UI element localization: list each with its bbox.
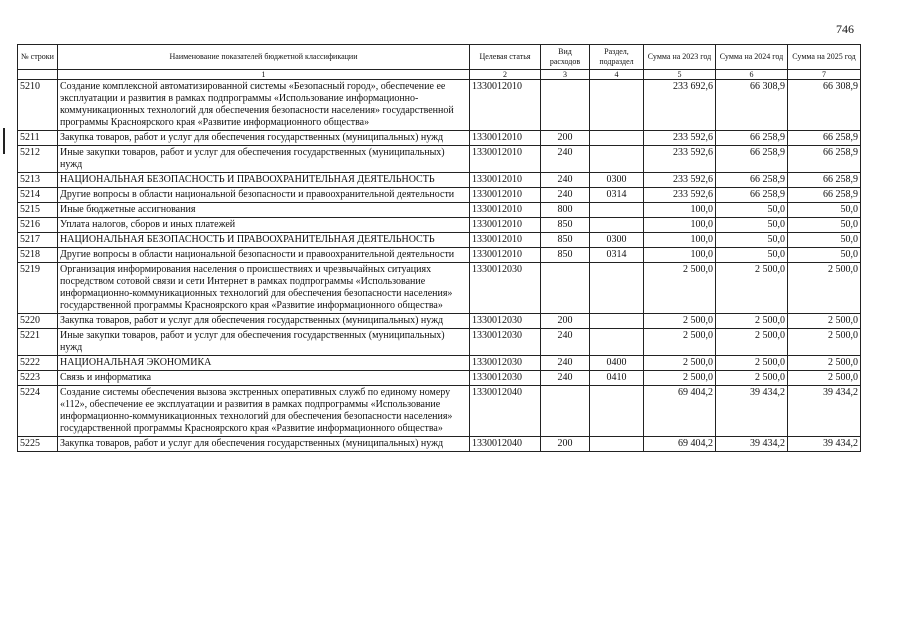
row-target: 1330012010 — [470, 173, 541, 188]
table-row — [18, 80, 861, 131]
row-section — [590, 386, 644, 437]
row-kind: 850 — [541, 218, 590, 233]
row-kind: 200 — [541, 437, 590, 452]
row-section — [590, 203, 644, 218]
row-kind: 240 — [541, 173, 590, 188]
table-row — [18, 371, 861, 386]
row-sum-2023: 100,0 — [644, 218, 716, 233]
row-sum-2024: 39 434,2 — [716, 386, 788, 437]
row-name: Закупка товаров, работ и услуг для обеспечения государственных (муниципальных) нужд — [58, 437, 470, 452]
row-number: 5211 — [18, 131, 58, 146]
row-name: НАЦИОНАЛЬНАЯ БЕЗОПАСНОСТЬ И ПРАВООХРАНИТЕЛЬНАЯ ДЕЯТЕЛЬНОСТЬ — [58, 173, 470, 188]
row-section — [590, 263, 644, 314]
row-kind: 200 — [541, 314, 590, 329]
row-kind — [541, 80, 590, 131]
page-number: 746 — [836, 22, 854, 36]
row-number: 5223 — [18, 371, 58, 386]
row-target: 1330012010 — [470, 203, 541, 218]
row-sum-2024: 50,0 — [716, 203, 788, 218]
row-number: 5214 — [18, 188, 58, 203]
row-sum-2023: 69 404,2 — [644, 386, 716, 437]
row-number: 5210 — [18, 80, 58, 131]
header-sum-2023: Сумма на 2023 год — [644, 45, 716, 70]
row-section — [590, 314, 644, 329]
row-target: 1330012030 — [470, 371, 541, 386]
table-row — [18, 188, 861, 203]
row-sum-2024: 50,0 — [716, 248, 788, 263]
row-sum-2023: 69 404,2 — [644, 437, 716, 452]
header-sum-2025: Сумма на 2025 год — [788, 45, 861, 70]
row-target: 1330012030 — [470, 314, 541, 329]
row-sum-2023: 233 592,6 — [644, 131, 716, 146]
table-row — [18, 329, 861, 356]
row-sum-2025: 50,0 — [788, 203, 861, 218]
row-sum-2023: 100,0 — [644, 248, 716, 263]
row-name: НАЦИОНАЛЬНАЯ ЭКОНОМИКА — [58, 356, 470, 371]
row-number: 5222 — [18, 356, 58, 371]
row-sum-2023: 2 500,0 — [644, 371, 716, 386]
row-name: Связь и информатика — [58, 371, 470, 386]
table-row — [18, 248, 861, 263]
row-kind: 850 — [541, 233, 590, 248]
row-number: 5212 — [18, 146, 58, 173]
column-number-spacer — [18, 70, 58, 80]
row-section — [590, 437, 644, 452]
row-sum-2024: 66 258,9 — [716, 131, 788, 146]
row-section — [590, 80, 644, 131]
row-target: 1330012010 — [470, 146, 541, 173]
row-sum-2025: 50,0 — [788, 233, 861, 248]
row-kind — [541, 263, 590, 314]
row-kind: 240 — [541, 329, 590, 356]
row-kind: 850 — [541, 248, 590, 263]
row-sum-2025: 50,0 — [788, 248, 861, 263]
row-sum-2024: 2 500,0 — [716, 371, 788, 386]
table-row — [18, 146, 861, 173]
row-sum-2024: 2 500,0 — [716, 263, 788, 314]
row-number: 5219 — [18, 263, 58, 314]
row-target: 1330012030 — [470, 356, 541, 371]
row-number: 5221 — [18, 329, 58, 356]
row-sum-2024: 50,0 — [716, 218, 788, 233]
row-sum-2024: 50,0 — [716, 233, 788, 248]
table-row — [18, 203, 861, 218]
header-row-number: № строки — [18, 45, 58, 70]
row-name: Иные закупки товаров, работ и услуг для обеспечения государственных (муниципальных) нужд — [58, 146, 470, 173]
row-number: 5224 — [18, 386, 58, 437]
row-sum-2024: 66 258,9 — [716, 146, 788, 173]
header-sum-2024: Сумма на 2024 год — [716, 45, 788, 70]
row-sum-2025: 66 258,9 — [788, 146, 861, 173]
row-number: 5216 — [18, 218, 58, 233]
row-sum-2023: 233 592,6 — [644, 188, 716, 203]
row-section: 0400 — [590, 356, 644, 371]
table-row — [18, 173, 861, 188]
row-name: Закупка товаров, работ и услуг для обеспечения государственных (муниципальных) нужд — [58, 131, 470, 146]
row-target: 1330012030 — [470, 263, 541, 314]
row-sum-2025: 2 500,0 — [788, 314, 861, 329]
row-kind: 240 — [541, 188, 590, 203]
row-target: 1330012030 — [470, 329, 541, 356]
row-sum-2023: 2 500,0 — [644, 263, 716, 314]
row-name: Другие вопросы в области национальной безопасности и правоохранительной деятельности — [58, 188, 470, 203]
row-name: Закупка товаров, работ и услуг для обеспечения государственных (муниципальных) нужд — [58, 314, 470, 329]
header-kind: Вид расходов — [541, 45, 590, 70]
row-kind: 200 — [541, 131, 590, 146]
row-number: 5218 — [18, 248, 58, 263]
row-sum-2024: 39 434,2 — [716, 437, 788, 452]
row-section: 0300 — [590, 173, 644, 188]
row-sum-2023: 100,0 — [644, 203, 716, 218]
row-target: 1330012040 — [470, 386, 541, 437]
row-sum-2025: 2 500,0 — [788, 356, 861, 371]
row-kind: 240 — [541, 371, 590, 386]
row-target: 1330012010 — [470, 233, 541, 248]
column-number: 4 — [590, 70, 644, 80]
row-name: Создание комплексной автоматизированной системы «Безопасный город», обеспечение ее эксплуатации и развития в рамках подпрограммы «Использование информационно-коммуникационных технологий для обеспечения безопасности населения» государственной программы Красноярского края «Развитие информационного общества» — [58, 80, 470, 131]
row-sum-2025: 39 434,2 — [788, 437, 861, 452]
header-section: Раздел, подраздел — [590, 45, 644, 70]
row-sum-2023: 233 692,6 — [644, 80, 716, 131]
row-name: НАЦИОНАЛЬНАЯ БЕЗОПАСНОСТЬ И ПРАВООХРАНИТЕЛЬНАЯ ДЕЯТЕЛЬНОСТЬ — [58, 233, 470, 248]
row-section: 0314 — [590, 188, 644, 203]
row-sum-2025: 66 258,9 — [788, 188, 861, 203]
row-target: 1330012010 — [470, 80, 541, 131]
row-sum-2025: 66 258,9 — [788, 173, 861, 188]
row-sum-2023: 100,0 — [644, 233, 716, 248]
row-number: 5220 — [18, 314, 58, 329]
table-row — [18, 356, 861, 371]
header-target: Целевая статья — [470, 45, 541, 70]
column-number: 7 — [788, 70, 861, 80]
row-sum-2025: 66 308,9 — [788, 80, 861, 131]
column-number-row — [18, 70, 861, 80]
row-sum-2024: 66 308,9 — [716, 80, 788, 131]
row-name: Уплата налогов, сборов и иных платежей — [58, 218, 470, 233]
row-sum-2025: 2 500,0 — [788, 263, 861, 314]
column-number: 2 — [470, 70, 541, 80]
table-row — [18, 386, 861, 437]
row-sum-2025: 2 500,0 — [788, 329, 861, 356]
row-section: 0410 — [590, 371, 644, 386]
row-sum-2024: 2 500,0 — [716, 329, 788, 356]
row-number: 5215 — [18, 203, 58, 218]
row-name: Иные закупки товаров, работ и услуг для обеспечения государственных (муниципальных) нужд — [58, 329, 470, 356]
row-number: 5213 — [18, 173, 58, 188]
column-number: 6 — [716, 70, 788, 80]
row-sum-2024: 2 500,0 — [716, 314, 788, 329]
row-target: 1330012010 — [470, 188, 541, 203]
row-target: 1330012010 — [470, 131, 541, 146]
row-section — [590, 146, 644, 173]
row-sum-2023: 233 592,6 — [644, 173, 716, 188]
budget-table — [17, 44, 861, 452]
table-header-row — [18, 45, 861, 70]
table-row — [18, 314, 861, 329]
column-number: 5 — [644, 70, 716, 80]
row-sum-2025: 2 500,0 — [788, 371, 861, 386]
row-section: 0300 — [590, 233, 644, 248]
row-section: 0314 — [590, 248, 644, 263]
row-name: Другие вопросы в области национальной безопасности и правоохранительной деятельности — [58, 248, 470, 263]
row-sum-2025: 50,0 — [788, 218, 861, 233]
table-row — [18, 437, 861, 452]
row-sum-2024: 2 500,0 — [716, 356, 788, 371]
row-sum-2023: 2 500,0 — [644, 329, 716, 356]
row-kind: 240 — [541, 356, 590, 371]
table-row — [18, 218, 861, 233]
header-name: Наименование показателей бюджетной классификации — [58, 45, 470, 70]
row-kind — [541, 386, 590, 437]
row-sum-2023: 233 592,6 — [644, 146, 716, 173]
row-sum-2025: 39 434,2 — [788, 386, 861, 437]
row-section — [590, 131, 644, 146]
row-sum-2024: 66 258,9 — [716, 188, 788, 203]
row-number: 5217 — [18, 233, 58, 248]
column-number: 1 — [58, 70, 470, 80]
row-name: Создание системы обеспечения вызова экстренных оперативных служб по единому номеру «112», обеспечение ее эксплуатации и развития в рамках подпрограммы «Использование информационно-коммуникационных технологий для обеспечения безопасности населения» государственной программы Красноярского края «Развитие информационного общества» — [58, 386, 470, 437]
row-section — [590, 329, 644, 356]
column-number: 3 — [541, 70, 590, 80]
row-number: 5225 — [18, 437, 58, 452]
row-sum-2024: 66 258,9 — [716, 173, 788, 188]
row-kind: 240 — [541, 146, 590, 173]
table-row — [18, 131, 861, 146]
row-name: Организация информирования населения о происшествиях и чрезвычайных ситуациях посредством сотовой связи и сети Интернет в рамках подпрограммы «Использование информационно-коммуникационных технологий для обеспечения безопасности населения» государственной программы Красноярского края «Развитие информационного общества» — [58, 263, 470, 314]
row-kind: 800 — [541, 203, 590, 218]
row-section — [590, 218, 644, 233]
row-sum-2023: 2 500,0 — [644, 356, 716, 371]
row-target: 1330012040 — [470, 437, 541, 452]
row-target: 1330012010 — [470, 248, 541, 263]
table-row — [18, 263, 861, 314]
margin-mark — [3, 128, 5, 154]
row-target: 1330012010 — [470, 218, 541, 233]
row-sum-2023: 2 500,0 — [644, 314, 716, 329]
row-sum-2025: 66 258,9 — [788, 131, 861, 146]
table-row — [18, 233, 861, 248]
row-name: Иные бюджетные ассигнования — [58, 203, 470, 218]
